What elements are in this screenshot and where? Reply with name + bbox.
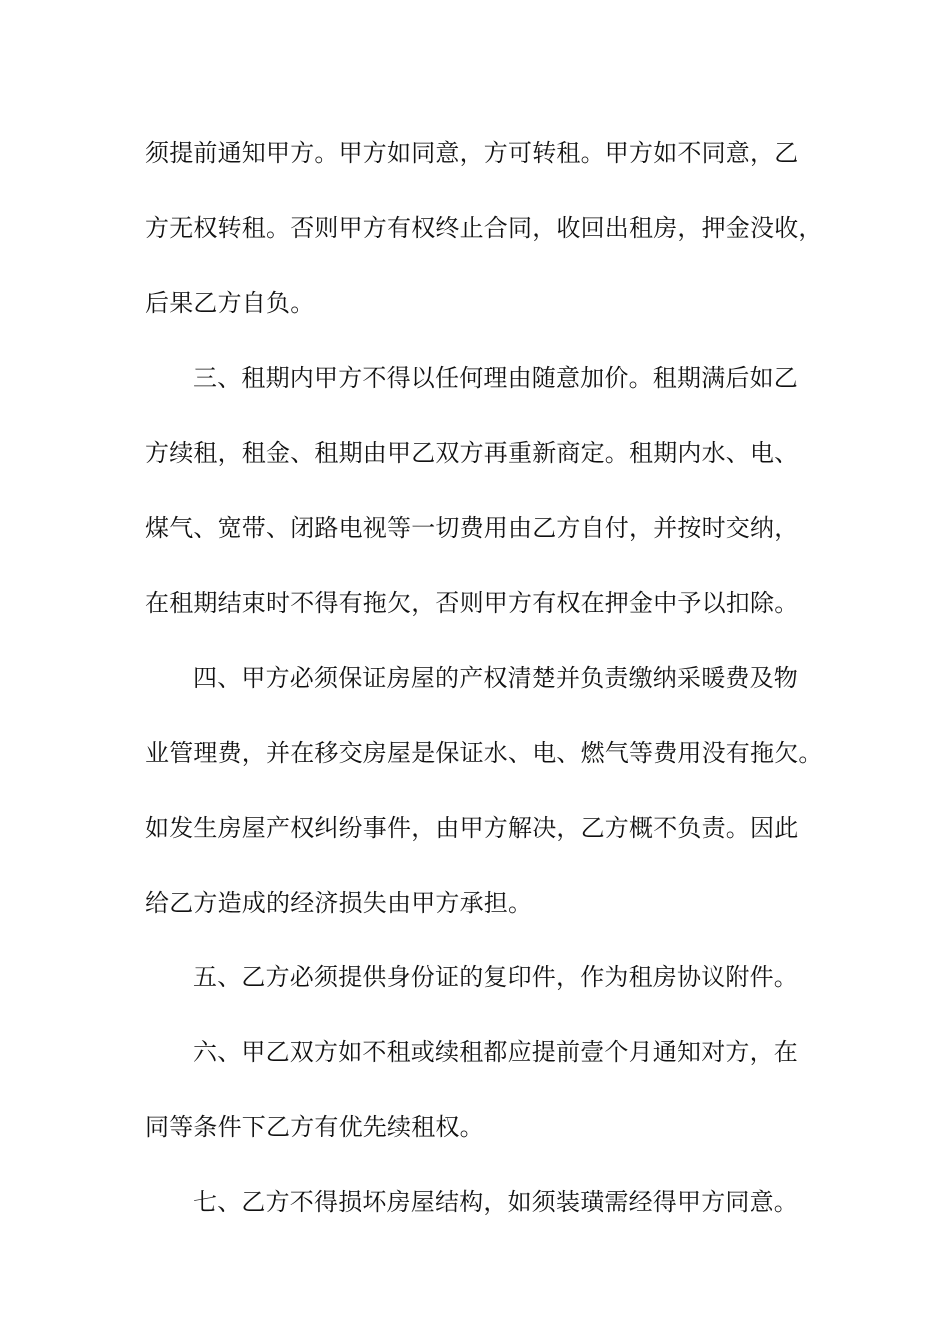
text-line: 给乙方造成的经济损失由甲方承担。 <box>145 889 533 917</box>
text-line: 在租期结束时不得有拖欠，否则甲方有权在押金中予以扣除。 <box>145 589 799 617</box>
text-line: 方无权转租。否则甲方有权终止合同，收回出租房，押金没收， <box>145 214 823 242</box>
clause-four-first-line: 四、甲方必须保证房屋的产权清楚并负责缴纳采暖费及物 <box>193 664 798 692</box>
clause-three-first-line: 三、租期内甲方不得以任何理由随意加价。租期满后如乙 <box>193 364 798 392</box>
clause-seven-line: 七、乙方不得损坏房屋结构，如须装璜需经得甲方同意。 <box>193 1188 798 1216</box>
text-line: 方续租，租金、租期由甲乙双方再重新商定。租期内水、电、 <box>145 439 799 467</box>
text-line: 业管理费，并在移交房屋是保证水、电、燃气等费用没有拖欠。 <box>145 739 823 767</box>
text-line: 如发生房屋产权纠纷事件，由甲方解决，乙方概不负责。因此 <box>145 814 799 842</box>
text-line: 后果乙方自负。 <box>145 289 315 317</box>
clause-six-first-line: 六、甲乙双方如不租或续租都应提前壹个月通知对方，在 <box>193 1038 798 1066</box>
text-line: 须提前通知甲方。甲方如同意，方可转租。甲方如不同意，乙 <box>145 139 799 167</box>
clause-five-line: 五、乙方必须提供身份证的复印件，作为租房协议附件。 <box>193 963 798 991</box>
text-line: 同等条件下乙方有优先续租权。 <box>145 1113 484 1141</box>
text-line: 煤气、宽带、闭路电视等一切费用由乙方自付，并按时交纳， <box>145 514 799 542</box>
